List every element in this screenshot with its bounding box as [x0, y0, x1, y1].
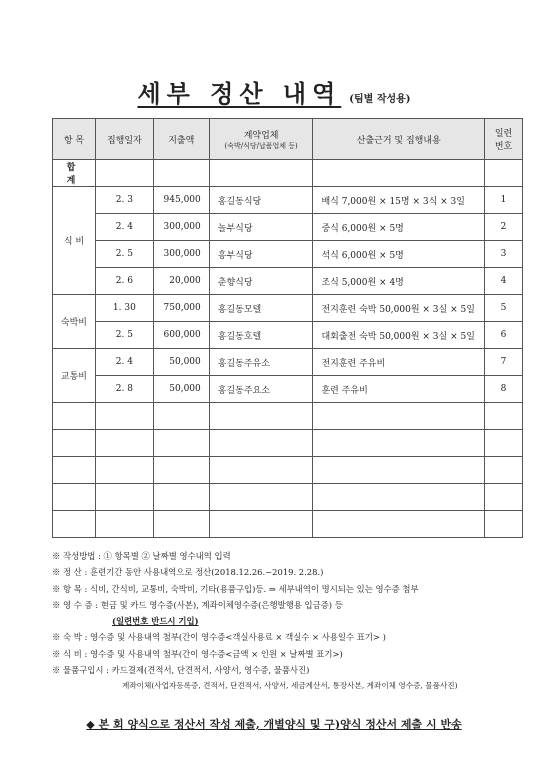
table-header-row	[53, 119, 523, 160]
vendor-cell: 홍길동모텔	[209, 295, 313, 322]
note-settlement: ※ 정 산 : 훈련기간 동안 사용내역으로 정산(2018.12.26.~2019. 2.28.)	[52, 567, 324, 578]
amount-cell: 50,000	[153, 376, 209, 403]
page-title: 세부 정산 내역	[137, 80, 342, 108]
note-serial-required: (일련번호 반드시 기입)	[112, 616, 199, 627]
basis-cell: 전지훈련 주유비	[313, 349, 485, 376]
amount-cell: 300,000	[153, 214, 209, 241]
empty-row	[53, 430, 523, 457]
header-item: 항 목	[53, 119, 96, 160]
serial-cell: 1	[485, 187, 523, 214]
date-cell: 2. 5	[95, 322, 153, 349]
table-row	[53, 268, 523, 295]
table-row	[53, 376, 523, 403]
total-label: 합 계	[53, 160, 96, 187]
table-row	[53, 349, 523, 376]
settlement-table	[52, 118, 523, 538]
total-serial-cell	[485, 160, 523, 187]
serial-cell: 2	[485, 214, 523, 241]
table-row	[53, 214, 523, 241]
header-serial-line2: 번호	[494, 142, 513, 152]
serial-cell: 3	[485, 241, 523, 268]
vendor-cell: 흥부식당	[209, 241, 313, 268]
basis-cell: 훈련 주유비	[313, 376, 485, 403]
amount-cell: 300,000	[153, 241, 209, 268]
empty-row	[53, 457, 523, 484]
amount-cell: 600,000	[153, 322, 209, 349]
amount-cell: 750,000	[153, 295, 209, 322]
total-vendor-cell	[209, 160, 313, 187]
table-row	[53, 241, 523, 268]
category-cell: 숙박비	[53, 295, 96, 349]
vendor-cell: 홍길동식당	[209, 187, 313, 214]
page-subtitle: (팀별 작성용)	[349, 94, 411, 105]
header-serial	[485, 119, 523, 160]
date-cell: 2. 4	[95, 349, 153, 376]
serial-cell: 4	[485, 268, 523, 295]
category-cell: 교통비	[53, 349, 96, 403]
footer-notice: ◆ 본 회 양식으로 정산서 작성 제출, 개별양식 및 구)양식 정산서 제출 시 반송	[86, 718, 462, 731]
category-cell: 식 비	[53, 187, 96, 295]
basis-cell: 대회출전 숙박 50,000원 × 3실 × 5일	[313, 322, 485, 349]
total-row	[53, 160, 523, 187]
date-cell: 2. 4	[95, 214, 153, 241]
date-cell: 2. 8	[95, 376, 153, 403]
basis-cell: 석식 6,000원 × 5명	[313, 241, 485, 268]
note-items: ※ 항 목 : 식비, 간식비, 교통비, 숙박비, 기타(용품구입)등. ⇒ 세부내역이 명시되는 있는 영수증 첨부	[52, 583, 419, 594]
empty-row	[53, 484, 523, 511]
note-receipts: ※ 영 수 증 : 현금 및 카드 영수증(사본), 계좌이체영수증(은행발행용 입금증) 등	[52, 599, 343, 610]
empty-row	[53, 403, 523, 430]
basis-cell: 조식 5,000원 × 4명	[313, 268, 485, 295]
total-amount-cell	[153, 160, 209, 187]
amount-cell: 945,000	[153, 187, 209, 214]
serial-cell: 7	[485, 349, 523, 376]
vendor-cell: 춘향식당	[209, 268, 313, 295]
total-basis-cell	[313, 160, 485, 187]
table-row	[53, 295, 523, 322]
note-purchase-card: ※ 물품구입시 : 카드결제(견적서, 단견적서, 사양서, 영수증, 물품사진)	[52, 665, 310, 676]
note-meals: ※ 식 비 : 영수증 및 사용내역 첨부(간이 영수증<금액 × 인원 × 날짜별 표기>)	[52, 648, 343, 659]
date-cell: 2. 5	[95, 241, 153, 268]
total-date-cell	[95, 160, 153, 187]
basis-cell: 배식 7,000원 × 15명 × 3식 × 3일	[313, 187, 485, 214]
table-row	[53, 322, 523, 349]
vendor-cell: 홍길동호텔	[209, 322, 313, 349]
table-row	[53, 187, 523, 214]
title-block	[0, 74, 548, 109]
note-method: ※ 작성방법 : ① 항목별 ② 날짜별 영수내역 입력	[52, 551, 231, 561]
serial-cell: 5	[485, 295, 523, 322]
vendor-cell: 놀부식당	[209, 214, 313, 241]
date-cell: 1. 30	[95, 295, 153, 322]
header-amount: 지출액	[153, 119, 209, 160]
basis-cell: 중식 6,000원 × 5명	[313, 214, 485, 241]
date-cell: 2. 6	[95, 268, 153, 295]
empty-row	[53, 511, 523, 538]
note-purchase-transfer: 계좌이체(사업자등록증, 견적서, 단견적서, 사양서, 세금계산서, 통장사본, 계좌이체 영수증, 물품사진)	[122, 681, 458, 691]
basis-cell: 전지훈련 숙박 50,000원 × 3실 × 5일	[313, 295, 485, 322]
amount-cell: 20,000	[153, 268, 209, 295]
header-vendor-sub: (숙박/식당/납품업체 등)	[224, 141, 298, 150]
date-cell: 2. 3	[95, 187, 153, 214]
note-lodging: ※ 숙 박 : 영수증 및 사용내역 첨부(간이 영수증<객실사용료 × 객실수 × 사용일수 표기> )	[52, 632, 386, 643]
vendor-cell: 홍길동주요소	[209, 376, 313, 403]
serial-cell: 8	[485, 376, 523, 403]
header-vendor	[209, 119, 313, 160]
header-basis: 산출근거 및 집행내용	[313, 119, 485, 160]
vendor-cell: 홍길동주유소	[209, 349, 313, 376]
amount-cell: 50,000	[153, 349, 209, 376]
header-date: 집행일자	[95, 119, 153, 160]
note-serial-required-line	[52, 613, 532, 629]
notes-section	[52, 548, 532, 695]
header-vendor-label: 계약업체	[243, 130, 279, 141]
header-serial-line1: 일련	[494, 129, 513, 139]
serial-cell: 6	[485, 322, 523, 349]
